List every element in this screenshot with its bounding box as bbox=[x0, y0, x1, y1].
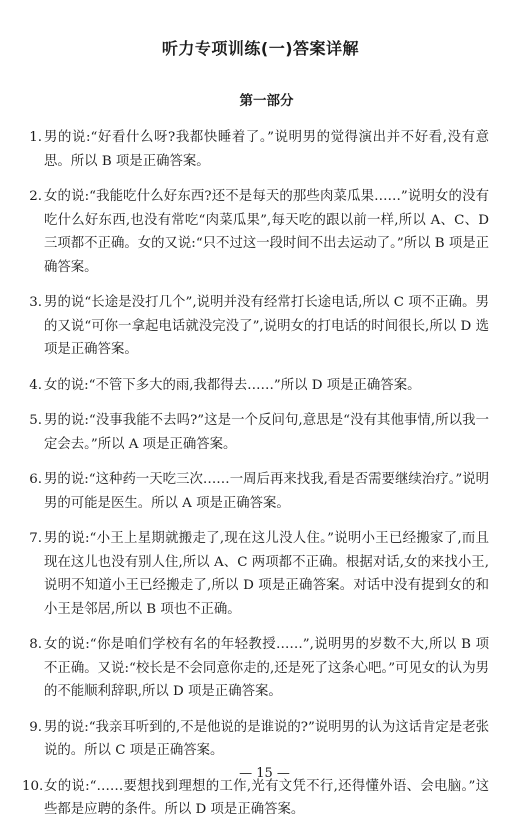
answer-number: 6. bbox=[29, 472, 42, 487]
answer-number: 3. bbox=[29, 295, 42, 310]
page-title: 听力专项训练(一)答案详解 bbox=[161, 39, 360, 58]
section-heading: 第一部分 bbox=[239, 93, 294, 109]
page-number: — 15 — bbox=[239, 766, 290, 781]
answer-item bbox=[22, 527, 489, 621]
answer-item bbox=[22, 126, 489, 173]
answer-item bbox=[22, 633, 489, 704]
answer-number: 8. bbox=[29, 637, 42, 652]
answer-text: 女的说:“我能吃什么好东西?还不是每天的那些肉菜瓜果……”说明女的没有吃什么好东西,也没有常吃“肉菜瓜果”,每天吃的跟以前一样,所以 A、C、D 三项都不正确。女的又说:“只不过这一段时间不出去运动了。”所以 B 项是正确答案。 bbox=[44, 189, 489, 275]
answer-text: 女的说:“你是咱们学校有名的年轻教授……”,说明男的岁数不大,所以 B 项不正确。又说:“校长是不会同意你走的,还是死了这条心吧。”可见女的认为男的不能顺利辞职,所以 D 项是正确答案。 bbox=[44, 637, 489, 699]
answer-item bbox=[22, 185, 489, 279]
answer-item bbox=[22, 409, 489, 456]
answer-list bbox=[22, 126, 489, 822]
answer-text: 男的说“长途是没打几个”,说明并没有经常打长途电话,所以 C 项不正确。男的又说“可你一拿起电话就没完没了”,说明女的打电话的时间很长,所以 D 选项是正确答案。 bbox=[44, 295, 489, 357]
answer-text: 男的说:“这种药一天吃三次……一周后再来找我,看是否需要继续治疗。”说明男的可能是医生。所以 A 项是正确答案。 bbox=[44, 472, 489, 511]
answer-text: 男的说:“我亲耳听到的,不是他说的是谁说的?”说明男的认为这话肯定是老张说的。所以 C 项是正确答案。 bbox=[44, 719, 489, 758]
answer-item bbox=[22, 716, 489, 763]
answer-item bbox=[22, 374, 489, 398]
answer-item bbox=[22, 775, 489, 822]
answer-item bbox=[22, 291, 489, 362]
answer-number: 7. bbox=[29, 531, 42, 546]
answer-text: 女的说:“……要想找到理想的工作,光有文凭不行,还得懂外语、会电脑。”这些都是应聘的条件。所以 D 项是正确答案。 bbox=[44, 778, 489, 817]
answer-text: 男的说:“小王上星期就搬走了,现在这儿没人住。”说明小王已经搬家了,而且现在这儿也没有别人住,所以 A、C 两项都不正确。根据对话,女的来找小王,说明不知道小王已经搬走了,所以 D 项是正确答案。对话中没有提到女的和小王是邻居,所以 B 项也不正确。 bbox=[44, 531, 489, 617]
answer-number: 5. bbox=[29, 413, 42, 428]
answer-text: 男的说:“好看什么呀?我都快睡着了。”说明男的觉得演出并不好看,没有意思。所以 B 项是正确答案。 bbox=[44, 130, 489, 169]
answer-number: 2. bbox=[29, 189, 42, 204]
answer-number: 9. bbox=[29, 719, 42, 735]
answer-text: 男的说:“没事我能不去吗?”这是一个反问句,意思是“没有其他事情,所以我一定会去。”所以 A 项是正确答案。 bbox=[44, 413, 489, 452]
answer-number: 4. bbox=[29, 377, 42, 393]
answer-number: 1. bbox=[29, 130, 42, 145]
answer-item bbox=[22, 468, 489, 515]
answer-number: 10. bbox=[22, 778, 44, 794]
answer-text: 女的说:“不管下多大的雨,我都得去……”所以 D 项是正确答案。 bbox=[44, 377, 421, 393]
